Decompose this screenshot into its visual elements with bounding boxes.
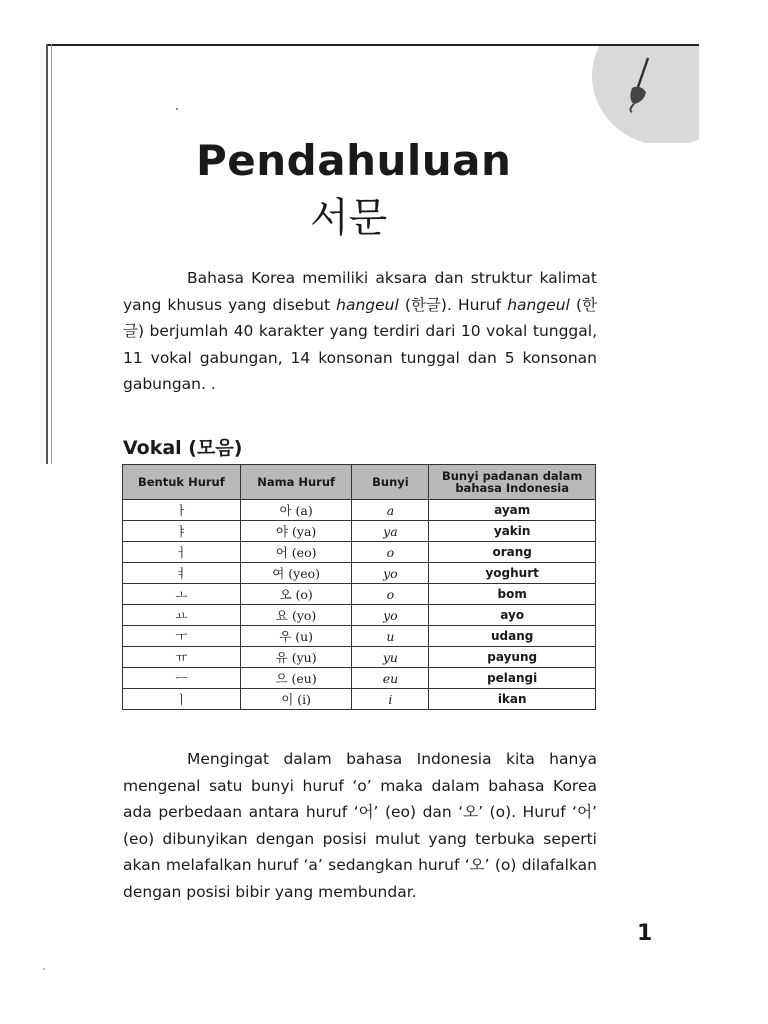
cell-letter-form: ㅡ xyxy=(123,668,241,689)
cell-sound: eu xyxy=(352,668,429,689)
closing-text: Mengingat dalam bahasa Indonesia kita hanya mengenal satu bunyi huruf ‘o’ maka dalam bahasa Korea ada perbedaan antara huruf ‘어’ (eo) dan ‘오’ (o). Huruf ‘어’ (eo) dibunyikan dengan posisi mulut yang terbuka seperti akan melafalkan huruf ‘a’ sedangkan huruf ‘오’ (o) dilafalkan dengan posisi bibir yang membundar. xyxy=(123,750,597,901)
column-header: Bentuk Huruf xyxy=(123,465,241,500)
intro-text-2: (한글). Huruf xyxy=(398,295,508,314)
page-title: Pendahuluan xyxy=(196,136,512,185)
column-header: Nama Huruf xyxy=(240,465,352,500)
cell-letter-form: ㅣ xyxy=(123,689,241,710)
table-row xyxy=(123,647,596,668)
page-subtitle-korean: 서문 xyxy=(310,195,388,241)
cell-letter-name: 요 (yo) xyxy=(240,605,352,626)
left-border-rule-inner xyxy=(51,44,52,464)
corner-decoration xyxy=(592,46,699,143)
page-number: 1 xyxy=(637,921,653,946)
table-header-row xyxy=(123,465,596,500)
intro-text-3: (한글) berjumlah 40 karakter yang terdiri dari 10 vokal tunggal, 11 vokal gabungan, 14 konsonan tunggal dan 5 konsonan gabungan. . xyxy=(123,295,597,393)
cell-indonesian-equivalent: orang xyxy=(429,542,596,563)
table-row xyxy=(123,668,596,689)
vowel-table-body xyxy=(123,500,596,710)
cell-indonesian-equivalent: pelangi xyxy=(429,668,596,689)
table-row xyxy=(123,626,596,647)
table-row xyxy=(123,542,596,563)
cell-letter-form: ㅜ xyxy=(123,626,241,647)
cell-letter-form: ㅗ xyxy=(123,584,241,605)
cell-indonesian-equivalent: ayam xyxy=(429,500,596,521)
cell-sound: yo xyxy=(352,563,429,584)
cell-letter-name: 으 (eu) xyxy=(240,668,352,689)
cell-letter-name: 유 (yu) xyxy=(240,647,352,668)
cell-indonesian-equivalent: yakin xyxy=(429,521,596,542)
table-row xyxy=(123,605,596,626)
cell-indonesian-equivalent: ayo xyxy=(429,605,596,626)
intro-text-1: Bahasa Korea memiliki aksara dan struktur kalimat yang khusus yang disebut xyxy=(123,269,597,314)
column-header: Bunyi xyxy=(352,465,429,500)
cell-indonesian-equivalent: payung xyxy=(429,647,596,668)
print-speck xyxy=(43,968,45,970)
cell-sound: yu xyxy=(352,647,429,668)
cell-indonesian-equivalent: udang xyxy=(429,626,596,647)
term-hangeul: hangeul xyxy=(507,295,570,314)
brush-icon xyxy=(610,54,670,114)
cell-letter-name: 오 (o) xyxy=(240,584,352,605)
cell-letter-form: ㅠ xyxy=(123,647,241,668)
cell-letter-form: ㅓ xyxy=(123,542,241,563)
cell-indonesian-equivalent: ikan xyxy=(429,689,596,710)
table-row xyxy=(123,689,596,710)
cell-indonesian-equivalent: bom xyxy=(429,584,596,605)
cell-sound: yo xyxy=(352,605,429,626)
cell-sound: i xyxy=(352,689,429,710)
vowel-table xyxy=(122,464,596,710)
column-header: Bunyi padanan dalam bahasa Indonesia xyxy=(429,465,596,500)
cell-letter-name: 아 (a) xyxy=(240,500,352,521)
cell-indonesian-equivalent: yoghurt xyxy=(429,563,596,584)
cell-letter-name: 야 (ya) xyxy=(240,521,352,542)
cell-sound: o xyxy=(352,542,429,563)
cell-letter-form: ㅑ xyxy=(123,521,241,542)
table-row xyxy=(123,521,596,542)
left-border-rule xyxy=(46,44,48,464)
table-row xyxy=(123,500,596,521)
cell-sound: u xyxy=(352,626,429,647)
cell-letter-name: 여 (yeo) xyxy=(240,563,352,584)
cell-sound: a xyxy=(352,500,429,521)
cell-letter-form: ㅏ xyxy=(123,500,241,521)
section-heading-vokal: Vokal (모음) xyxy=(123,437,243,459)
cell-letter-form: ㅛ xyxy=(123,605,241,626)
term-hangeul: hangeul xyxy=(336,295,399,314)
closing-paragraph xyxy=(123,746,597,905)
table-row xyxy=(123,584,596,605)
cell-letter-name: 어 (eo) xyxy=(240,542,352,563)
cell-sound: o xyxy=(352,584,429,605)
cell-letter-form: ㅕ xyxy=(123,563,241,584)
intro-paragraph xyxy=(123,265,597,398)
cell-sound: ya xyxy=(352,521,429,542)
table-row xyxy=(123,563,596,584)
print-speck xyxy=(176,108,178,110)
cell-letter-name: 우 (u) xyxy=(240,626,352,647)
cell-letter-name: 이 (i) xyxy=(240,689,352,710)
